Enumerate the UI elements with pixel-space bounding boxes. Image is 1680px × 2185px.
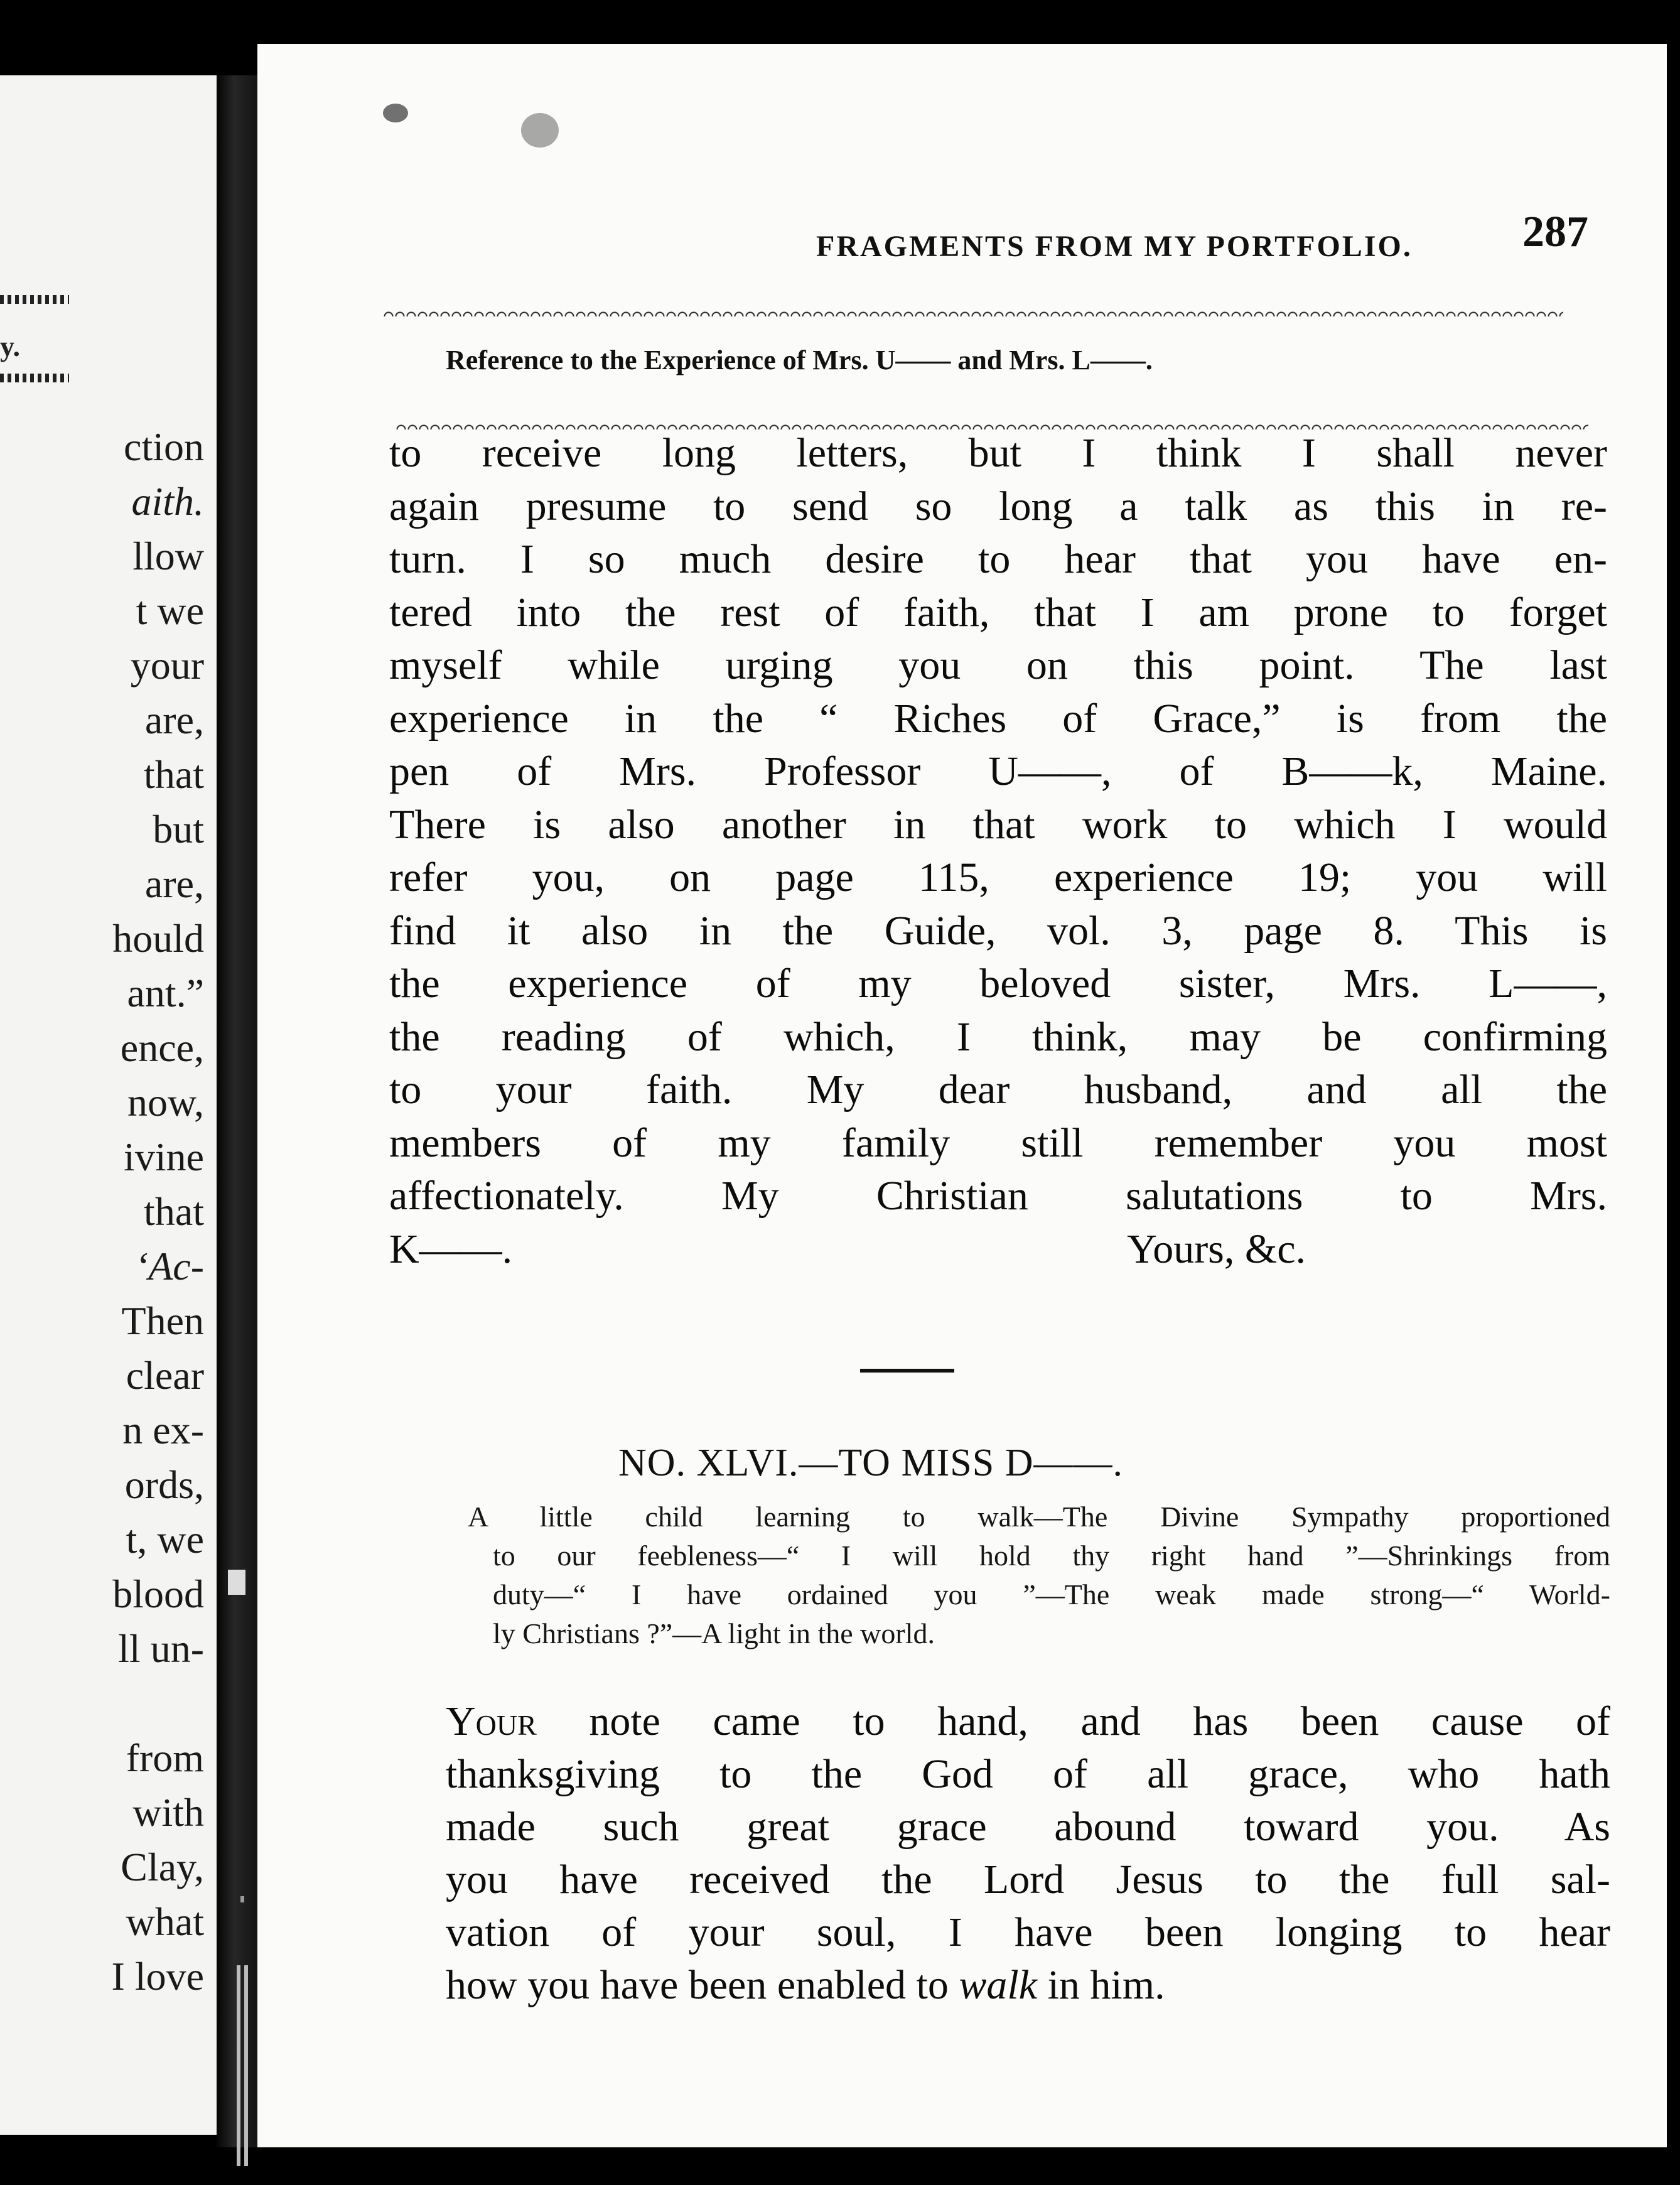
scan-blemish bbox=[521, 113, 559, 148]
facing-page-line: aith. bbox=[131, 479, 204, 524]
text-line: thanksgiving to the God of all grace, who hath bbox=[446, 1751, 1610, 1797]
facing-page-line: n ex- bbox=[122, 1408, 204, 1452]
facing-page-line: ll un- bbox=[118, 1626, 204, 1671]
running-head: FRAGMENTS FROM MY PORTFOLIO. bbox=[816, 230, 1413, 263]
text-line: members of my family still remember you most bbox=[389, 1119, 1607, 1166]
facing-page-line: what bbox=[126, 1899, 204, 1944]
section-separator bbox=[860, 1369, 954, 1373]
facing-page-line: clear bbox=[126, 1353, 204, 1398]
text-line: the reading of which, I think, may be confirming bbox=[389, 1013, 1607, 1060]
page-number: 287 bbox=[1522, 208, 1588, 256]
letter-last-line-after: in him. bbox=[1037, 1962, 1165, 2008]
text-line: the experience of my beloved sister, Mrs. L——, bbox=[389, 961, 1607, 1006]
letter-first-line bbox=[446, 1695, 1610, 1748]
binding-thread bbox=[240, 1896, 244, 1902]
facing-page-line: that bbox=[144, 752, 204, 797]
text-line: refer you, on page 115, experience 19; you will bbox=[389, 855, 1607, 900]
facing-page-lines bbox=[0, 75, 204, 2135]
facing-page-line: with bbox=[132, 1790, 204, 1835]
continuation-lines bbox=[389, 427, 1607, 1223]
scan-blemish bbox=[383, 104, 408, 122]
facing-page-head-fragment: y. bbox=[0, 330, 20, 362]
letter-lines bbox=[446, 1748, 1610, 1959]
summary-lines bbox=[468, 1497, 1610, 1653]
text-line: There is also another in that work to which I would bbox=[389, 801, 1607, 848]
text-line: myself while urging you on this point. The last bbox=[389, 642, 1607, 688]
facing-page-fragment bbox=[0, 75, 217, 2135]
text-line: to receive long letters, but I think I shall never bbox=[389, 430, 1607, 476]
letter-first-line-rest: note came to hand, and has been cause of bbox=[536, 1698, 1610, 1744]
facing-page-line: that bbox=[144, 1189, 204, 1234]
letter-title: NO. XLVI.—TO MISS D——. bbox=[618, 1442, 1123, 1484]
text-line: to your faith. My dear husband, and all the bbox=[389, 1067, 1607, 1113]
page-header bbox=[559, 208, 1588, 286]
letter-last-line-before: how you have been enabled to bbox=[446, 1962, 959, 2008]
facing-page-line: from bbox=[126, 1735, 204, 1780]
text-line: turn. I so much desire to hear that you have en- bbox=[389, 536, 1607, 582]
text-line: tered into the rest of faith, that I am prone to forget bbox=[389, 589, 1607, 635]
text-line: affectionately. My Christian salutations to Mrs. bbox=[389, 1173, 1607, 1219]
facing-page-line: are, bbox=[144, 861, 204, 906]
facing-page-line: t we bbox=[136, 588, 204, 633]
page-subhead: Reference to the Experience of Mrs. U—— and Mrs. L——. bbox=[446, 345, 1153, 375]
facing-page-line: ence, bbox=[120, 1025, 204, 1070]
facing-page-line: ‘Ac- bbox=[134, 1244, 204, 1288]
summary-line: A little child learning to walk—The Divine Sympathy proportioned bbox=[468, 1501, 1610, 1533]
facing-page-line: llow bbox=[132, 534, 204, 578]
header-ornamental-rule bbox=[383, 308, 1563, 316]
facing-page-line: t, we bbox=[126, 1517, 204, 1562]
signoff-closing: Yours, &c. bbox=[1127, 1226, 1306, 1272]
facing-page-line: Then bbox=[121, 1298, 204, 1343]
facing-page-line: hould bbox=[112, 916, 204, 961]
facing-page-line: are, bbox=[144, 698, 204, 742]
facing-page-line: ivine bbox=[124, 1135, 204, 1179]
facing-page-line: ant.” bbox=[127, 971, 204, 1015]
letter-continuation bbox=[389, 427, 1607, 1276]
facing-page-line: your bbox=[130, 643, 204, 688]
letter-body bbox=[446, 1695, 1610, 2012]
text-line: vation of your soul, I have been longing to hear bbox=[446, 1909, 1610, 1955]
facing-page-line: ction bbox=[124, 424, 204, 469]
letter-summary bbox=[468, 1497, 1610, 1653]
text-line: made such great grace abound toward you. As bbox=[446, 1804, 1610, 1850]
text-line: experience in the “ Riches of Grace,” is from the bbox=[389, 695, 1607, 742]
letter-opening-word: Your bbox=[446, 1698, 537, 1744]
signoff-recipient: K——. bbox=[389, 1226, 513, 1272]
facing-page-line: now, bbox=[127, 1080, 204, 1125]
summary-line: to our feebleness—“ I will hold thy right hand ”—Shrinkings from bbox=[493, 1540, 1610, 1572]
summary-line: duty—“ I have ordained you ”—The weak made strong—“ World- bbox=[493, 1578, 1610, 1610]
book-page-287 bbox=[257, 44, 1667, 2147]
binding-thread bbox=[228, 1570, 245, 1595]
facing-page-line: Clay, bbox=[121, 1845, 204, 1889]
text-line: again presume to send so long a talk as this in re- bbox=[389, 483, 1607, 529]
binding-thread bbox=[244, 1965, 248, 2166]
facing-page-line: I love bbox=[111, 1954, 204, 1999]
letter-last-line bbox=[446, 1959, 1610, 2012]
facing-page-line: but bbox=[153, 807, 204, 851]
facing-page-line: blood bbox=[112, 1572, 204, 1616]
binding-thread bbox=[237, 1965, 240, 2166]
text-line: find it also in the Guide, vol. 3, page 8. This is bbox=[389, 907, 1607, 954]
facing-page-line: ords, bbox=[124, 1462, 204, 1507]
text-line: pen of Mrs. Professor U——, of B——k, Maine. bbox=[389, 748, 1607, 794]
signoff-line bbox=[389, 1223, 1306, 1276]
summary-line: ly Christians ?”—A light in the world. bbox=[493, 1617, 935, 1649]
letter-emphasis-walk: walk bbox=[959, 1962, 1038, 2008]
text-line: you have received the Lord Jesus to the full sal- bbox=[446, 1857, 1610, 1902]
